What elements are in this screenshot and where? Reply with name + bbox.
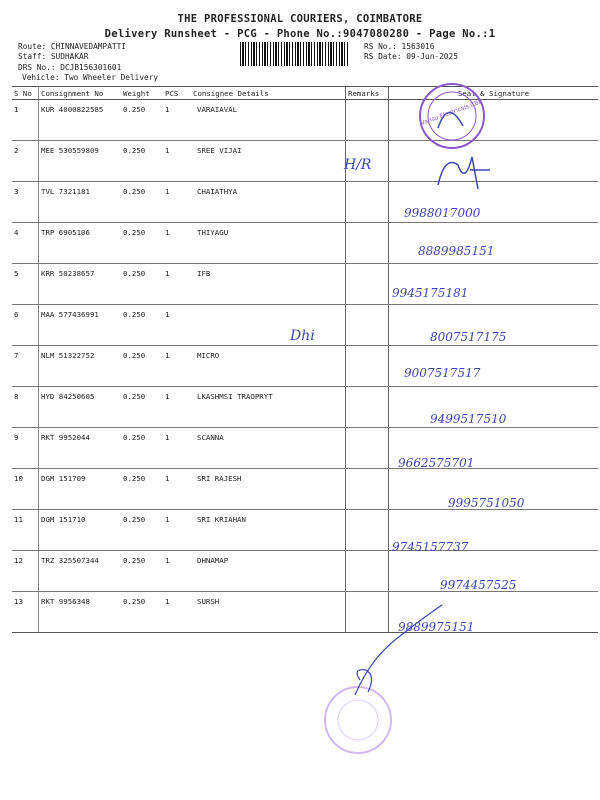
cell-sno: 4 [12, 223, 39, 264]
table-row [12, 264, 598, 305]
cell-sno: 10 [12, 469, 39, 510]
cell-remarks [346, 387, 389, 428]
col-sno: S No [12, 87, 39, 100]
cell-remarks [346, 223, 389, 264]
cell-weight: 0.250 [121, 223, 163, 264]
drs-number: DRS No.: DCJB156301601 [18, 63, 122, 72]
signature-row8: 9499517510 [430, 412, 507, 426]
staff-info: Staff: SUDHAKAR [18, 52, 89, 61]
rs-date: RS Date: 09-Jun-2025 [364, 52, 458, 61]
cell-pcs: 1 [163, 223, 191, 264]
col-pcs: PCS [163, 87, 191, 100]
cell-details: DHNAMAP [191, 551, 346, 592]
cell-weight: 0.250 [121, 387, 163, 428]
cell-weight: 0.250 [121, 428, 163, 469]
rs-number: RS No.: 1563016 [364, 42, 435, 51]
signature-row7: 9007517517 [404, 366, 481, 380]
barcode [240, 42, 350, 66]
col-signature: Seal & Signature [389, 87, 599, 100]
cell-details: IFB [191, 264, 346, 305]
table-row [12, 428, 598, 469]
cell-sno: 3 [12, 182, 39, 223]
table-row [12, 182, 598, 223]
cell-sno: 8 [12, 387, 39, 428]
cell-sno: 2 [12, 141, 39, 182]
cell-sno: 1 [12, 100, 39, 141]
vehicle-info: Vehicle: Two Wheeler Delivery [22, 73, 159, 82]
signature-row11: 9745157737 [392, 540, 469, 554]
cell-consignment: KRR 50238657 [39, 264, 122, 305]
signature-row3: 9988017000 [404, 206, 481, 220]
cell-consignment: MAA 577436991 [39, 305, 122, 346]
cell-consignment: RKT 9956348 [39, 592, 122, 633]
cell-details: VARAIAVAL [191, 100, 346, 141]
cell-pcs: 1 [163, 510, 191, 551]
signature-stroke [350, 600, 450, 700]
cell-sno: 11 [12, 510, 39, 551]
cell-remarks [346, 182, 389, 223]
cell-weight: 0.250 [121, 305, 163, 346]
col-details: Consignee Details [191, 87, 346, 100]
cell-remarks [346, 100, 389, 141]
table-row [12, 223, 598, 264]
cell-sno: 9 [12, 428, 39, 469]
cell-consignment: HYD 84250605 [39, 387, 122, 428]
col-weight: Weight [121, 87, 163, 100]
stamp-text: Varisu Electricals CBE [419, 98, 484, 127]
cell-consignment: TRZ 325507344 [39, 551, 122, 592]
cell-consignment: TRP 6905106 [39, 223, 122, 264]
table-row [12, 387, 598, 428]
cell-consignment: TVL 7321181 [39, 182, 122, 223]
col-remarks: Remarks [346, 87, 389, 100]
cell-details: LKASHMSI TRAOPRYT [191, 387, 346, 428]
cell-pcs: 1 [163, 469, 191, 510]
cell-consignment: KUR 4000822585 [39, 100, 122, 141]
cell-sno: 12 [12, 551, 39, 592]
cell-pcs: 1 [163, 141, 191, 182]
cell-pcs: 1 [163, 182, 191, 223]
cell-sno: 7 [12, 346, 39, 387]
cell-consignment: DGM 151710 [39, 510, 122, 551]
table-row [12, 592, 598, 633]
cell-weight: 0.250 [121, 551, 163, 592]
table-row [12, 100, 598, 141]
cell-pcs: 1 [163, 305, 191, 346]
table-row [12, 141, 598, 182]
signature-row4: 8889985151 [418, 244, 495, 258]
cell-details: THIYAGU [191, 223, 346, 264]
cell-weight: 0.250 [121, 346, 163, 387]
cell-details [191, 305, 346, 346]
cell-weight: 0.250 [121, 100, 163, 141]
cell-details: CHAIATHYA [191, 182, 346, 223]
row6-mark: Dhi [290, 328, 315, 344]
cell-pcs: 1 [163, 592, 191, 633]
cell-remarks [346, 428, 389, 469]
signature-row5: 9945175181 [392, 286, 469, 300]
cell-sno: 6 [12, 305, 39, 346]
cell-remarks [346, 510, 389, 551]
cell-pcs: 1 [163, 428, 191, 469]
signature-row10: 9995751050 [448, 496, 525, 510]
table-row [12, 510, 598, 551]
cell-weight: 0.250 [121, 469, 163, 510]
cell-pcs: 1 [163, 100, 191, 141]
col-consignment: Consignment No [39, 87, 122, 100]
remark-row2: H/R [344, 157, 372, 173]
cell-details: SRI RAJESH [191, 469, 346, 510]
runsheet-table [12, 86, 598, 633]
cell-details: SRI KRIAHAN [191, 510, 346, 551]
cell-consignment: MEE 530559809 [39, 141, 122, 182]
cell-remarks [346, 346, 389, 387]
cell-sno: 13 [12, 592, 39, 633]
signature-row12: 9974457525 [440, 578, 517, 592]
cell-weight: 0.250 [121, 141, 163, 182]
cell-weight: 0.250 [121, 182, 163, 223]
cell-pcs: 1 [163, 387, 191, 428]
route-info: Route: CHINNAVEDAMPATTI [18, 42, 126, 51]
cell-consignment: DGM 151709 [39, 469, 122, 510]
cell-remarks [346, 469, 389, 510]
runsheet-subtitle: Delivery Runsheet - PCG - Phone No.:9047080280 - Page No.:1 [104, 28, 496, 40]
cell-sno: 5 [12, 264, 39, 305]
signature-row9: 9662575701 [398, 456, 475, 470]
cell-details: SREE VIJAI [191, 141, 346, 182]
cell-details: SURSH [191, 592, 346, 633]
cell-details: SCANNA [191, 428, 346, 469]
cell-weight: 0.250 [121, 264, 163, 305]
cell-consignment: RKT 9952044 [39, 428, 122, 469]
company-title: THE PROFESSIONAL COURIERS, COIMBATORE [177, 13, 423, 25]
cell-weight: 0.250 [121, 510, 163, 551]
cell-weight: 0.250 [121, 592, 163, 633]
table-row [12, 346, 598, 387]
cell-pcs: 1 [163, 264, 191, 305]
signature-row2 [430, 145, 500, 195]
cell-remarks [346, 551, 389, 592]
table-header-row [12, 87, 598, 100]
signature-row13: 9889975151 [398, 620, 475, 634]
cell-remarks [346, 305, 389, 346]
cell-pcs: 1 [163, 346, 191, 387]
cell-consignment: NLM 51322752 [39, 346, 122, 387]
cell-pcs: 1 [163, 551, 191, 592]
cell-details: MICRO [191, 346, 346, 387]
signature-row6: 8007517175 [430, 330, 507, 344]
cell-remarks [346, 264, 389, 305]
